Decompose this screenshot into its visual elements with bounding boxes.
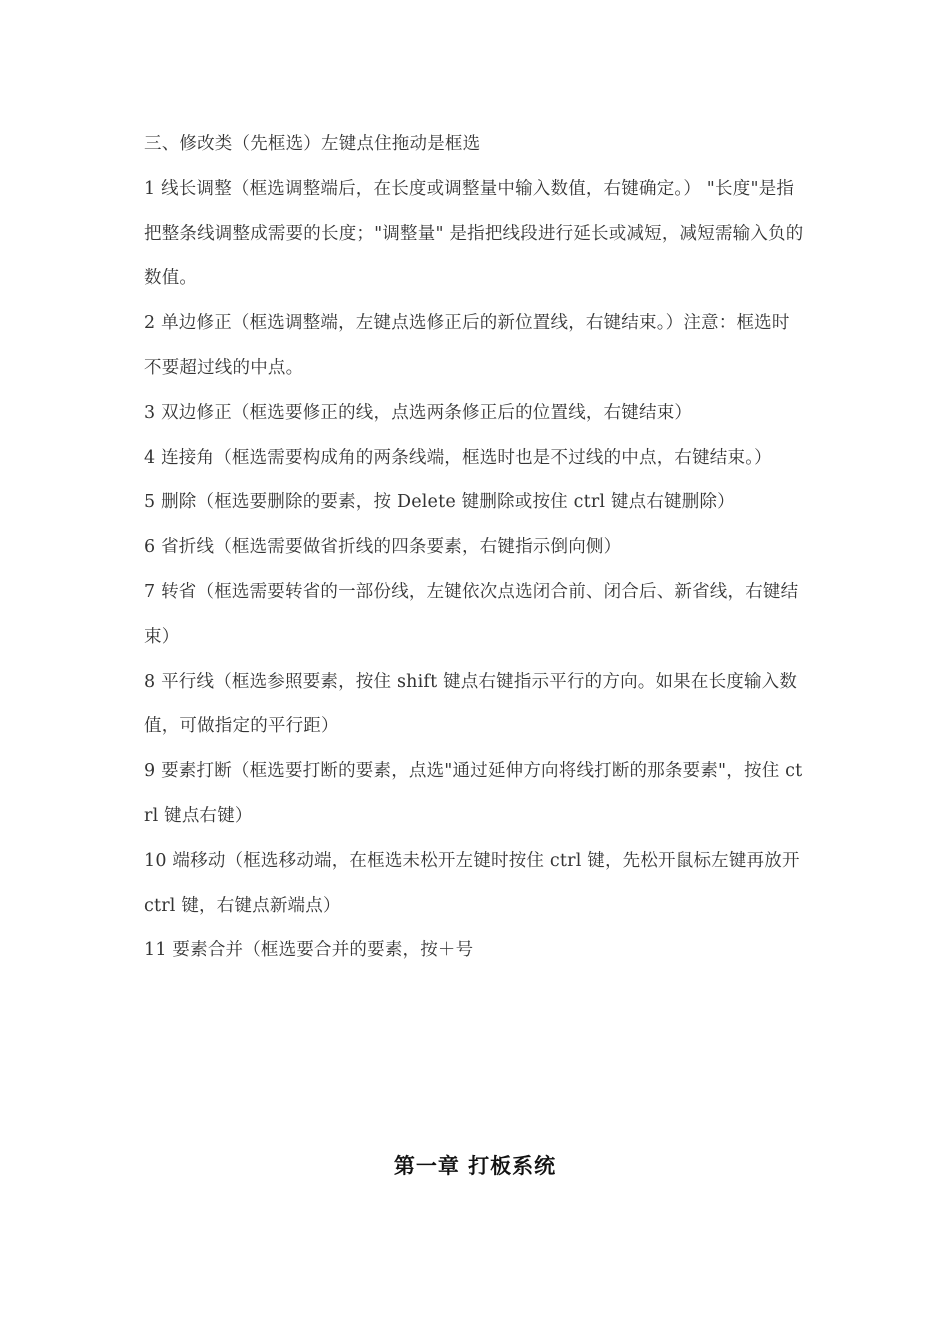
paragraph-single-side-correct: 2 单边修正（框选调整端，左键点选修正后的新位置线，右键结束。）注意：框选时不要超过线的中点。 bbox=[144, 313, 790, 378]
paragraph-dart-transfer: 7 转省（框选需要转省的一部份线，左键依次点选闭合前、闭合后、新省线，右键结束） bbox=[144, 581, 799, 647]
paragraph-delete: 5 删除（框选要删除的要素，按 Delete 键删除或按住 ctrl 键点右键删除） bbox=[144, 492, 735, 513]
paragraph-dart-fold-line: 6 省折线（框选需要做省折线的四条要素，右键指示倒向侧） bbox=[144, 537, 622, 558]
paragraph-connect-corner: 4 连接角（框选需要构成角的两条线端，框选时也是不过线的中点，右键结束。） bbox=[144, 447, 772, 468]
paragraph-parallel-line: 8 平行线（框选参照要素，按住 shift 键点右键指示平行的方向。如果在长度输入数值，可做指定的平行距） bbox=[144, 671, 798, 737]
paragraph-double-side-correct: 3 双边修正（框选要修正的线，点选两条修正后的位置线，右键结束） bbox=[144, 402, 693, 423]
paragraph-element-break: 9 要素打断（框选要打断的要素，点选"通过延伸方向将线打断的那条要素"，按住 ctrl 键点右键） bbox=[144, 761, 803, 826]
paragraph-line-length-adjust: 1 线长调整（框选调整端后，在长度或调整量中输入数值，右键确定。） "长度"是指把整条线调整成需要的长度；"调整量" 是指把线段进行延长或减短，减短需输入负的数值。 bbox=[144, 178, 804, 289]
document-body bbox=[144, 122, 804, 973]
section-heading: 三、修改类（先框选）左键点住拖动是框选 bbox=[144, 134, 481, 154]
chapter-title: 第一章 打板系统 bbox=[393, 1153, 557, 1178]
paragraph-end-move: 10 端移动（框选移动端，在框选未松开左键时按住 ctrl 键，先松开鼠标左键再放开 ctrl 键，右键点新端点） bbox=[144, 850, 800, 916]
paragraph-element-merge: 11 要素合并（框选要合并的要素，按＋号 bbox=[144, 940, 474, 961]
